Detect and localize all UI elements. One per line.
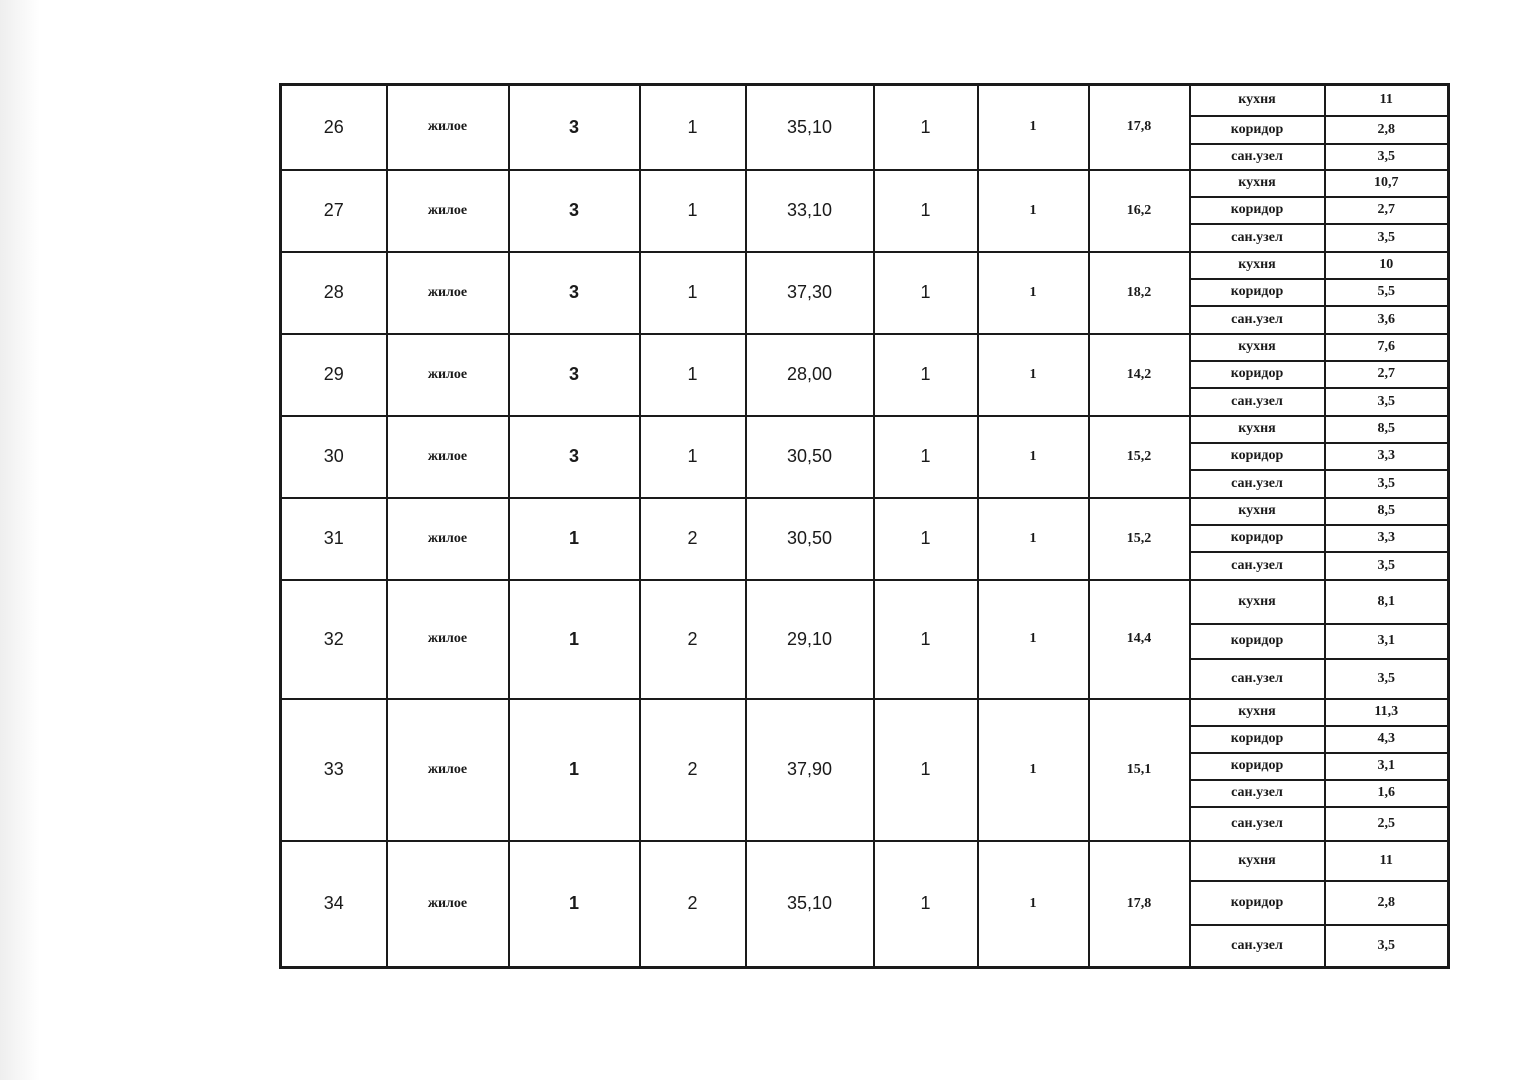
floor-cell: 1 bbox=[640, 334, 746, 416]
floor-cell: 2 bbox=[640, 841, 746, 968]
apartment-number: 30 bbox=[281, 416, 387, 498]
room-area-cell: 3,5 bbox=[1325, 659, 1449, 699]
room-area-cell: 11,3 bbox=[1325, 699, 1449, 726]
rooms-count-cell: 1 bbox=[874, 841, 978, 968]
room-name-cell: сан.узел bbox=[1190, 470, 1325, 498]
section-cell: 3 bbox=[509, 85, 640, 170]
total-area-cell: 33,10 bbox=[746, 170, 874, 252]
total-area-cell: 29,10 bbox=[746, 580, 874, 699]
room-name-cell: коридор bbox=[1190, 443, 1325, 470]
room-area-cell: 11 bbox=[1325, 85, 1449, 116]
total-area-cell: 30,50 bbox=[746, 498, 874, 580]
table-row bbox=[281, 416, 1449, 443]
section-cell: 1 bbox=[509, 498, 640, 580]
section-cell: 3 bbox=[509, 252, 640, 334]
table-row bbox=[281, 170, 1449, 197]
floor-cell: 1 bbox=[640, 85, 746, 170]
room-name-cell: кухня bbox=[1190, 580, 1325, 624]
room-name-cell: кухня bbox=[1190, 699, 1325, 726]
floor-cell: 1 bbox=[640, 416, 746, 498]
room-name-cell: сан.узел bbox=[1190, 659, 1325, 699]
room-area-cell: 2,8 bbox=[1325, 881, 1449, 925]
room-area-cell: 3,1 bbox=[1325, 753, 1449, 780]
room-name-cell: кухня bbox=[1190, 416, 1325, 443]
room-name-cell: сан.узел bbox=[1190, 807, 1325, 841]
room-area-cell: 3,5 bbox=[1325, 388, 1449, 416]
apartment-number: 28 bbox=[281, 252, 387, 334]
room-area-cell: 3,5 bbox=[1325, 224, 1449, 252]
room-area-cell: 3,5 bbox=[1325, 144, 1449, 170]
floor-cell: 2 bbox=[640, 498, 746, 580]
room-name-cell: коридор bbox=[1190, 753, 1325, 780]
living-rooms-cell: 1 bbox=[978, 252, 1089, 334]
living-area-cell: 18,2 bbox=[1089, 252, 1190, 334]
room-name-cell: кухня bbox=[1190, 498, 1325, 525]
premises-type: жилое bbox=[387, 498, 509, 580]
room-area-cell: 3,5 bbox=[1325, 470, 1449, 498]
rooms-count-cell: 1 bbox=[874, 699, 978, 841]
room-area-cell: 3,5 bbox=[1325, 552, 1449, 580]
room-area-cell: 8,5 bbox=[1325, 416, 1449, 443]
apartment-number: 26 bbox=[281, 85, 387, 170]
table-row bbox=[281, 498, 1449, 525]
total-area-cell: 37,30 bbox=[746, 252, 874, 334]
room-area-cell: 3,3 bbox=[1325, 443, 1449, 470]
premises-type: жилое bbox=[387, 841, 509, 968]
floor-cell: 1 bbox=[640, 252, 746, 334]
room-area-cell: 1,6 bbox=[1325, 780, 1449, 807]
premises-type: жилое bbox=[387, 85, 509, 170]
rooms-count-cell: 1 bbox=[874, 416, 978, 498]
living-rooms-cell: 1 bbox=[978, 841, 1089, 968]
room-area-cell: 2,7 bbox=[1325, 361, 1449, 388]
section-cell: 1 bbox=[509, 580, 640, 699]
room-area-cell: 8,1 bbox=[1325, 580, 1449, 624]
room-area-cell: 3,6 bbox=[1325, 306, 1449, 334]
section-cell: 3 bbox=[509, 416, 640, 498]
room-area-cell: 10,7 bbox=[1325, 170, 1449, 197]
total-area-cell: 35,10 bbox=[746, 85, 874, 170]
rooms-count-cell: 1 bbox=[874, 252, 978, 334]
premises-type: жилое bbox=[387, 580, 509, 699]
room-name-cell: сан.узел bbox=[1190, 224, 1325, 252]
room-name-cell: коридор bbox=[1190, 116, 1325, 144]
total-area-cell: 28,00 bbox=[746, 334, 874, 416]
premises-type: жилое bbox=[387, 252, 509, 334]
apartment-number: 32 bbox=[281, 580, 387, 699]
living-rooms-cell: 1 bbox=[978, 498, 1089, 580]
living-area-cell: 14,4 bbox=[1089, 580, 1190, 699]
rooms-count-cell: 1 bbox=[874, 170, 978, 252]
room-name-cell: кухня bbox=[1190, 841, 1325, 881]
table-row bbox=[281, 580, 1449, 624]
rooms-count-cell: 1 bbox=[874, 580, 978, 699]
room-name-cell: коридор bbox=[1190, 197, 1325, 224]
apartment-number: 31 bbox=[281, 498, 387, 580]
living-rooms-cell: 1 bbox=[978, 334, 1089, 416]
table-row bbox=[281, 699, 1449, 726]
apartment-table bbox=[279, 83, 1450, 969]
room-name-cell: кухня bbox=[1190, 170, 1325, 197]
rooms-count-cell: 1 bbox=[874, 498, 978, 580]
apartment-number: 33 bbox=[281, 699, 387, 841]
table-row bbox=[281, 85, 1449, 116]
room-area-cell: 7,6 bbox=[1325, 334, 1449, 361]
section-cell: 1 bbox=[509, 699, 640, 841]
living-area-cell: 15,2 bbox=[1089, 498, 1190, 580]
total-area-cell: 30,50 bbox=[746, 416, 874, 498]
room-name-cell: сан.узел bbox=[1190, 552, 1325, 580]
room-area-cell: 11 bbox=[1325, 841, 1449, 881]
total-area-cell: 35,10 bbox=[746, 841, 874, 968]
room-name-cell: коридор bbox=[1190, 624, 1325, 659]
room-area-cell: 2,5 bbox=[1325, 807, 1449, 841]
room-name-cell: сан.узел bbox=[1190, 388, 1325, 416]
table-row bbox=[281, 334, 1449, 361]
section-cell: 3 bbox=[509, 170, 640, 252]
room-name-cell: кухня bbox=[1190, 85, 1325, 116]
apartment-number: 29 bbox=[281, 334, 387, 416]
living-rooms-cell: 1 bbox=[978, 170, 1089, 252]
room-name-cell: сан.узел bbox=[1190, 306, 1325, 334]
premises-type: жилое bbox=[387, 334, 509, 416]
living-area-cell: 17,8 bbox=[1089, 841, 1190, 968]
apartment-number: 27 bbox=[281, 170, 387, 252]
room-name-cell: сан.узел bbox=[1190, 925, 1325, 968]
apartment-number: 34 bbox=[281, 841, 387, 968]
room-area-cell: 2,7 bbox=[1325, 197, 1449, 224]
room-area-cell: 3,5 bbox=[1325, 925, 1449, 968]
room-area-cell: 3,3 bbox=[1325, 525, 1449, 552]
floor-cell: 2 bbox=[640, 699, 746, 841]
scan-shadow bbox=[0, 0, 40, 1080]
living-rooms-cell: 1 bbox=[978, 416, 1089, 498]
room-area-cell: 4,3 bbox=[1325, 726, 1449, 753]
room-area-cell: 2,8 bbox=[1325, 116, 1449, 144]
living-rooms-cell: 1 bbox=[978, 699, 1089, 841]
room-area-cell: 5,5 bbox=[1325, 279, 1449, 306]
room-name-cell: коридор bbox=[1190, 361, 1325, 388]
living-rooms-cell: 1 bbox=[978, 85, 1089, 170]
living-area-cell: 14,2 bbox=[1089, 334, 1190, 416]
section-cell: 1 bbox=[509, 841, 640, 968]
room-name-cell: кухня bbox=[1190, 252, 1325, 279]
room-name-cell: кухня bbox=[1190, 334, 1325, 361]
premises-type: жилое bbox=[387, 699, 509, 841]
room-name-cell: сан.узел bbox=[1190, 144, 1325, 170]
premises-type: жилое bbox=[387, 170, 509, 252]
table-row bbox=[281, 252, 1449, 279]
living-area-cell: 15,1 bbox=[1089, 699, 1190, 841]
living-area-cell: 16,2 bbox=[1089, 170, 1190, 252]
room-name-cell: коридор bbox=[1190, 726, 1325, 753]
room-area-cell: 10 bbox=[1325, 252, 1449, 279]
total-area-cell: 37,90 bbox=[746, 699, 874, 841]
living-area-cell: 15,2 bbox=[1089, 416, 1190, 498]
floor-cell: 2 bbox=[640, 580, 746, 699]
premises-type: жилое bbox=[387, 416, 509, 498]
room-name-cell: коридор bbox=[1190, 279, 1325, 306]
room-name-cell: сан.узел bbox=[1190, 780, 1325, 807]
room-area-cell: 8,5 bbox=[1325, 498, 1449, 525]
floor-cell: 1 bbox=[640, 170, 746, 252]
living-rooms-cell: 1 bbox=[978, 580, 1089, 699]
section-cell: 3 bbox=[509, 334, 640, 416]
table-row bbox=[281, 841, 1449, 881]
room-name-cell: коридор bbox=[1190, 525, 1325, 552]
rooms-count-cell: 1 bbox=[874, 334, 978, 416]
living-area-cell: 17,8 bbox=[1089, 85, 1190, 170]
room-area-cell: 3,1 bbox=[1325, 624, 1449, 659]
room-name-cell: коридор bbox=[1190, 881, 1325, 925]
rooms-count-cell: 1 bbox=[874, 85, 978, 170]
